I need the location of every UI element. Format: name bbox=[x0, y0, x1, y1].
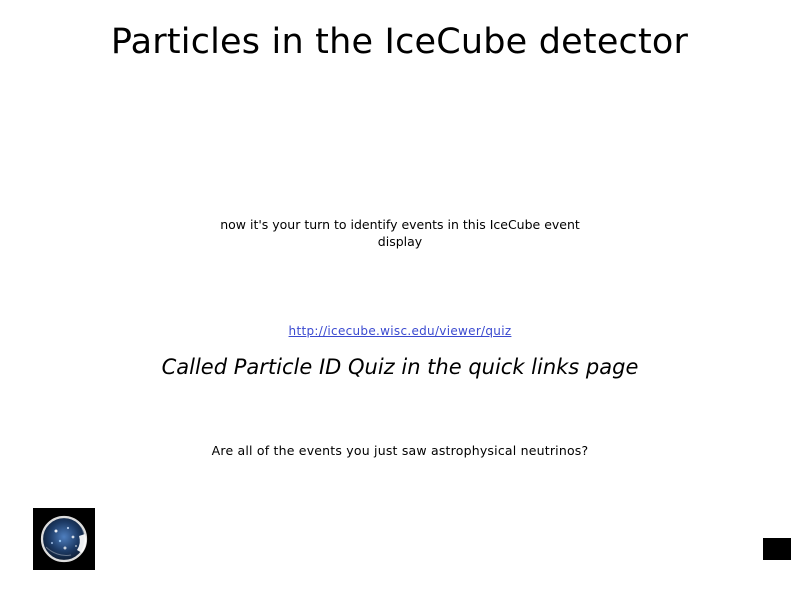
intro-text: now it's your turn to identify events in this IceCube event display bbox=[220, 217, 580, 249]
quiz-link[interactable]: http://icecube.wisc.edu/viewer/quiz bbox=[288, 324, 512, 338]
icecube-logo bbox=[33, 508, 95, 570]
icecube-logo-icon bbox=[38, 513, 90, 565]
corner-bar bbox=[763, 538, 791, 560]
page-title: Particles in the IceCube detector bbox=[110, 22, 689, 62]
quiz-link-row bbox=[200, 320, 600, 339]
quiz-note: Called Particle ID Quiz in the quick links page bbox=[161, 355, 639, 379]
question-text: Are all of the events you just saw astrophysical neutrinos? bbox=[211, 443, 589, 458]
